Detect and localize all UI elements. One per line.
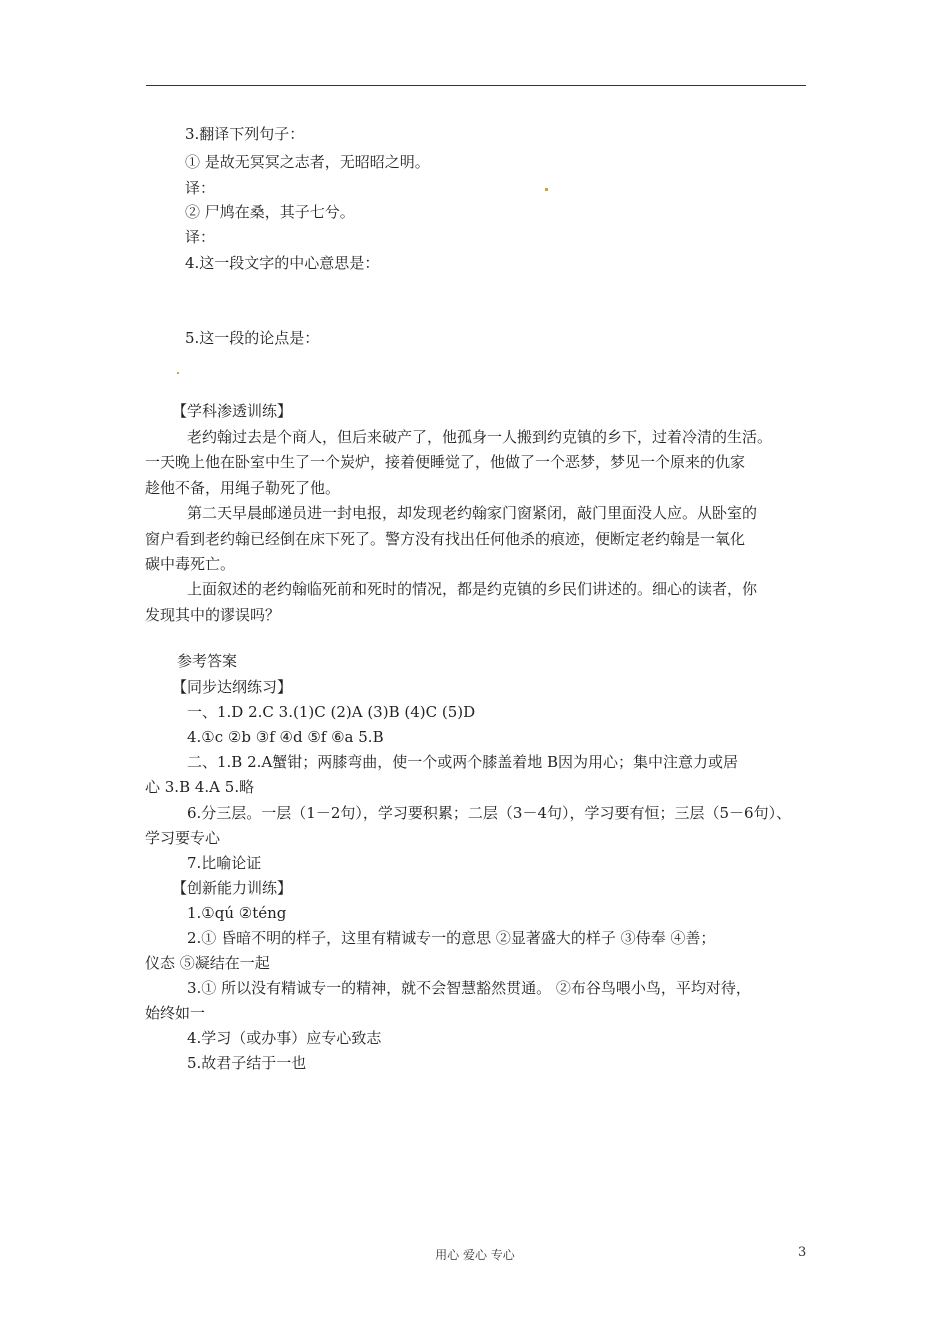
answer-line: 7.比喻论证 bbox=[187, 854, 262, 872]
answer-line: 二、1.B 2.A蟹钳；两膝弯曲，使一个或两个膝盖着地 B因为用心；集中注意力或居 bbox=[187, 753, 739, 771]
sync-heading: 【同步达纲练习】 bbox=[172, 678, 293, 696]
speck-mark bbox=[177, 372, 179, 374]
training-paragraph-line: 发现其中的谬误吗？ bbox=[145, 606, 281, 624]
page-number: 3 bbox=[798, 1245, 807, 1260]
answer-line: 2.① 昏暗不明的样子，这里有精诚专一的意思 ②显著盛大的样子 ③侍奉 ④善； bbox=[187, 929, 716, 947]
q3-translation-1-label: 译： bbox=[185, 179, 216, 197]
q5-prompt: 5.这一段的论点是： bbox=[185, 329, 320, 347]
header-rule bbox=[146, 85, 806, 86]
answer-line: 始终如一 bbox=[145, 1004, 206, 1022]
q3-sentence-1: ① 是故无冥冥之志者，无昭昭之明。 bbox=[185, 153, 430, 171]
answer-line: 仪态 ⑤凝结在一起 bbox=[145, 954, 270, 972]
answers-title: 参考答案 bbox=[177, 652, 238, 670]
answer-line: 心 3.B 4.A 5.略 bbox=[145, 778, 255, 796]
q3-translation-2-label: 译： bbox=[185, 228, 216, 246]
training-paragraph-line: 上面叙述的老约翰临死前和死时的情况，都是约克镇的乡民们讲述的。细心的读者，你 bbox=[187, 580, 758, 598]
training-paragraph-line: 第二天早晨邮递员进一封电报，却发现老约翰家门窗紧闭，敲门里面没人应。从卧室的 bbox=[187, 504, 758, 522]
answer-line: 5.故君子结于一也 bbox=[187, 1054, 307, 1072]
answer-line: 4.学习（或办事）应专心致志 bbox=[187, 1029, 382, 1047]
answer-line: 一、1.D 2.C 3.(1)C (2)A (3)B (4)C (5)D bbox=[187, 703, 476, 721]
training-paragraph-line: 趁他不备，用绳子勒死了他。 bbox=[145, 479, 341, 497]
innovation-heading: 【创新能力训练】 bbox=[172, 879, 293, 897]
training-paragraph-line: 老约翰过去是个商人，但后来破产了，他孤身一人搬到约克镇的乡下，过着冷清的生活。 bbox=[187, 428, 773, 446]
answer-line: 学习要专心 bbox=[145, 829, 221, 847]
training-paragraph-line: 碳中毒死亡。 bbox=[145, 555, 236, 573]
answer-line: 4.①c ②b ③f ④d ⑤f ⑥a 5.B bbox=[187, 728, 384, 746]
footer-text: 用心 爱心 专心 bbox=[435, 1248, 515, 1262]
training-paragraph-line: 一天晚上他在卧室中生了一个炭炉，接着便睡觉了，他做了一个恶梦，梦见一个原来的仇家 bbox=[145, 453, 746, 471]
answer-line: 6.分三层。一层（1－2句），学习要积累；二层（3－4句），学习要有恒；三层（5－6句）、 bbox=[187, 804, 792, 822]
q4-prompt: 4.这一段文字的中心意思是： bbox=[185, 254, 380, 272]
speck-mark bbox=[545, 188, 548, 191]
training-paragraph-line: 窗户看到老约翰已经倒在床下死了。警方没有找出任何他杀的痕迹，便断定老约翰是一氧化 bbox=[145, 530, 746, 548]
q3-title: 3.翻译下列句子： bbox=[185, 125, 305, 143]
q3-sentence-2: ② 尸鸠在桑，其子七兮。 bbox=[185, 203, 355, 221]
training-heading: 【学科渗透训练】 bbox=[172, 402, 293, 420]
answer-line: 1.①qú ②téng bbox=[187, 904, 287, 922]
answer-line: 3.① 所以没有精诚专一的精神，就不会智慧豁然贯通。 ②布谷鸟喂小鸟，平均对待， bbox=[187, 979, 751, 997]
